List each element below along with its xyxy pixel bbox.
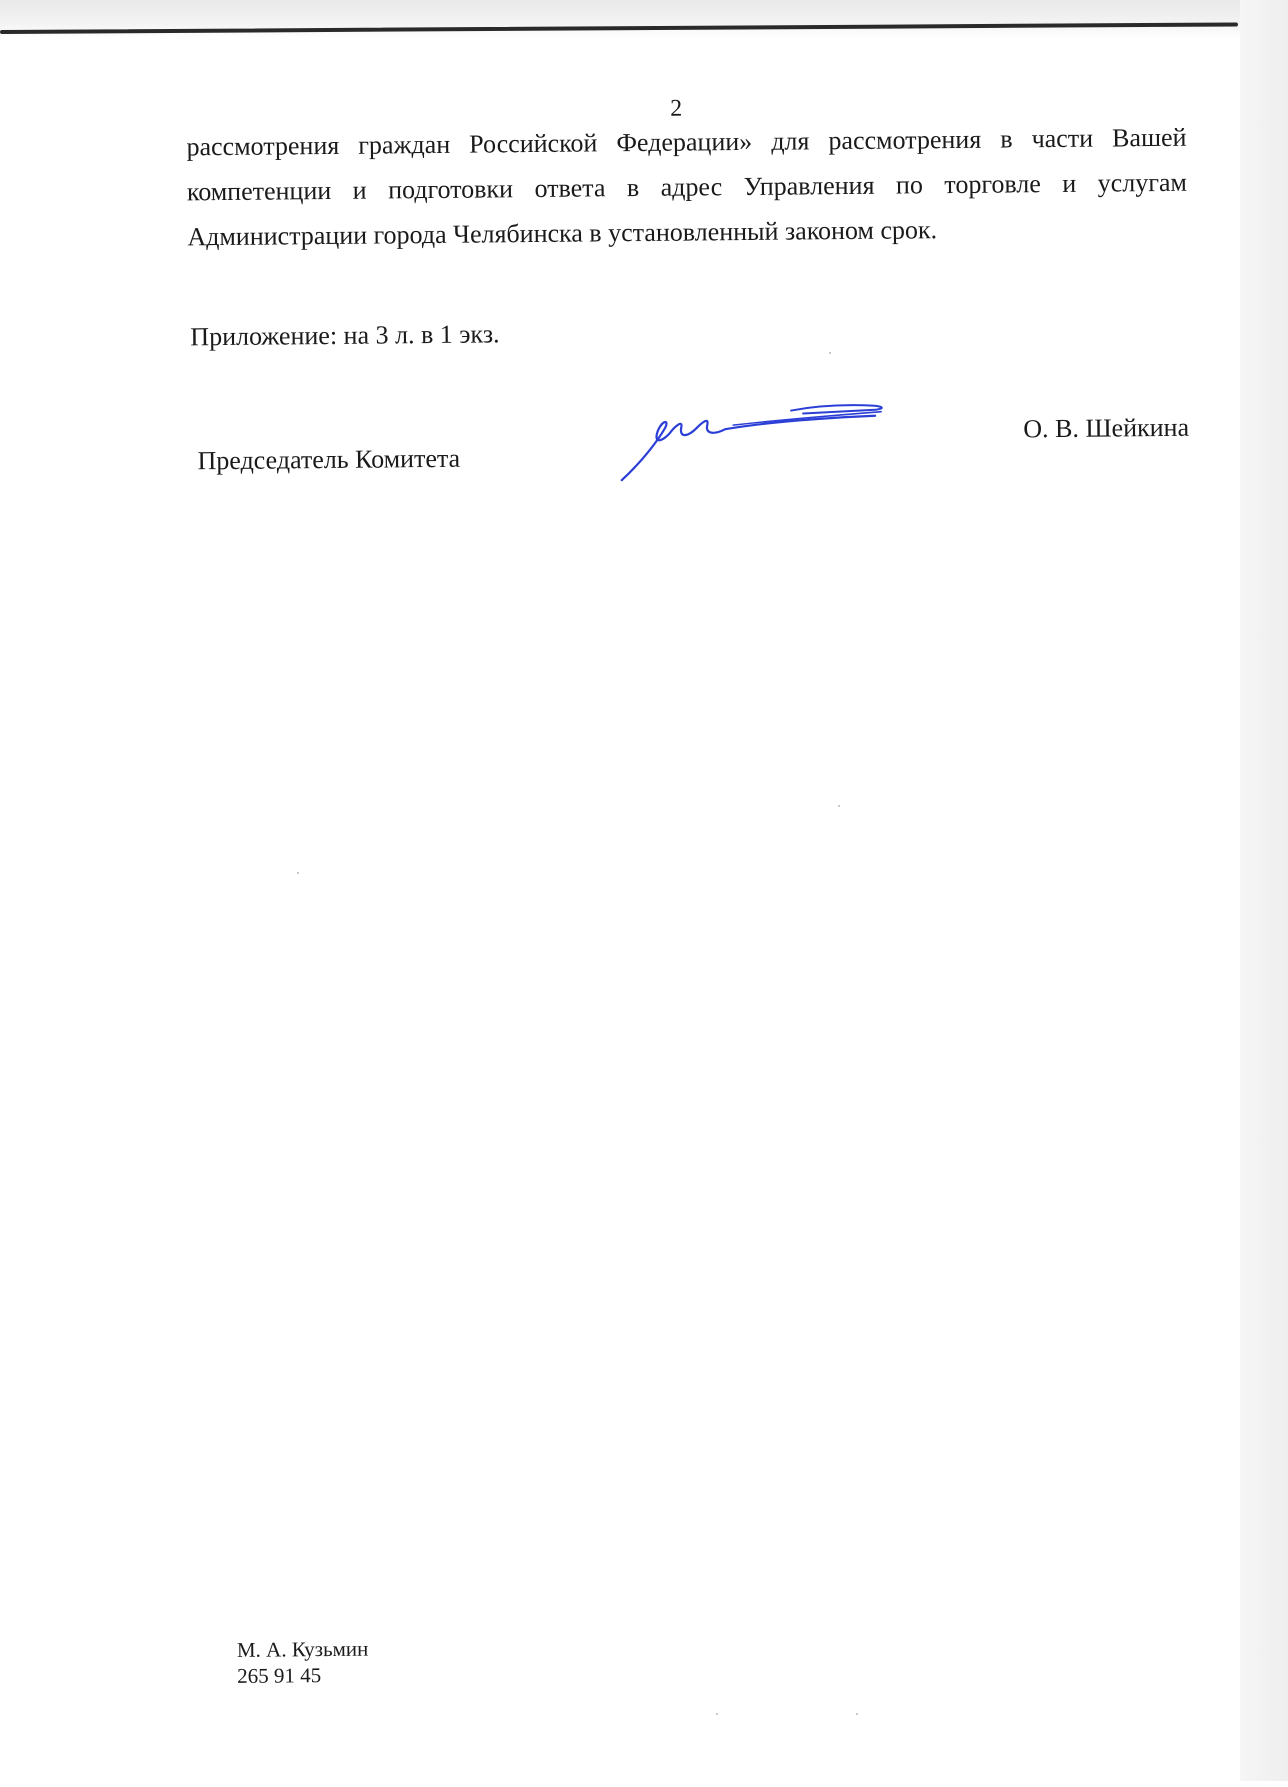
signatory-position: Председатель Комитета [197, 443, 461, 476]
scan-speck [297, 872, 299, 874]
scan-speck [856, 1713, 858, 1715]
body-line: компетенции и подготовки ответа в адрес Управления по торговле и услугам [186, 167, 1188, 207]
executor-name: М. А. Кузьмин [236, 1636, 369, 1662]
scan-speck [838, 805, 840, 807]
handwritten-signature [613, 395, 904, 488]
executor-phone: 265 91 45 [237, 1663, 322, 1688]
body-line: рассмотрения граждан Российской Федерации» для рассмотрения в части Вашей [186, 122, 1187, 162]
signatory-name: О. В. Шейкина [1023, 412, 1190, 444]
body-paragraph [186, 115, 1187, 260]
scan-speck [829, 352, 831, 354]
scan-speck [716, 1713, 718, 1715]
executor-block [237, 1636, 369, 1689]
page-number: 2 [670, 95, 683, 122]
attachment-note: Приложение: на 3 л. в 1 экз. [190, 319, 500, 352]
body-line: Администрации города Челябинска в установленный законом срок. [187, 215, 938, 252]
